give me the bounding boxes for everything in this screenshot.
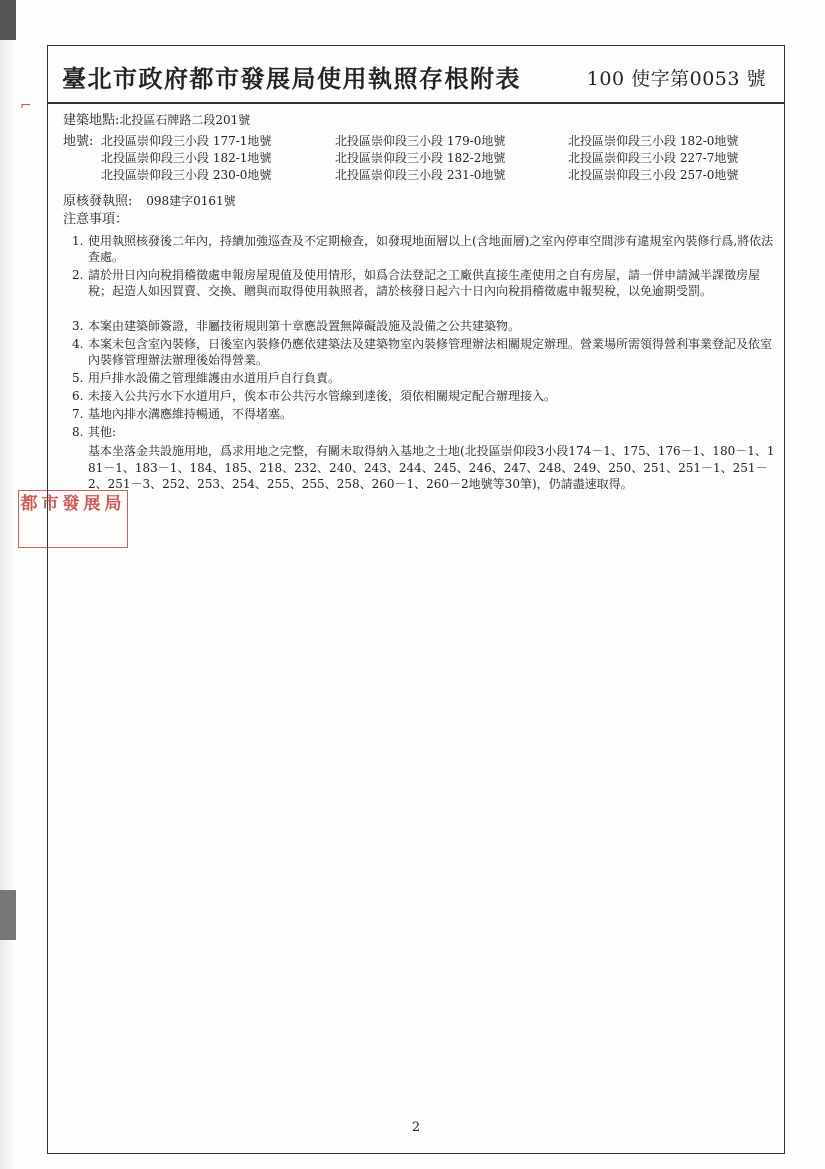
page-number: 2 <box>411 1120 421 1135</box>
note-number: 4. <box>72 337 84 351</box>
note-number: 8. <box>72 425 84 439</box>
note-number: 1. <box>72 234 84 248</box>
notes-title: 注意事項： <box>63 212 129 227</box>
lot-number: 北投區崇仰段三小段 230-0地號 <box>101 168 272 182</box>
note-item <box>72 389 774 405</box>
note-text: 基地內排水溝應維持暢通，不得堵塞。 <box>88 407 293 421</box>
scan-edge <box>0 0 14 1169</box>
note-text: 未接入公共污水下水道用戶，俟本市公共污水管線到達後，須依相關規定配合辦理接入。 <box>88 389 557 403</box>
site-address-row <box>63 113 250 128</box>
site-address-value: 北投區石牌路二段201號 <box>119 113 251 127</box>
original-permit-row <box>63 194 236 209</box>
lot-number: 北投區崇仰段三小段 177-1地號 <box>101 134 272 148</box>
note-text: 本案由建築師簽證，非屬技術規則第十章應設置無障礙設施及設備之公共建築物。 <box>88 319 521 333</box>
document-body <box>48 104 784 1153</box>
correction-mark: ⌐ <box>20 98 32 114</box>
note-number: 5. <box>72 371 84 385</box>
lot-number: 北投區崇仰段三小段 257-0地號 <box>568 168 739 182</box>
lot-number: 北投區崇仰段三小段 182-0地號 <box>568 134 739 148</box>
lot-number: 北投區崇仰段三小段 227-7地號 <box>568 151 739 165</box>
scan-mark <box>0 0 16 40</box>
site-address-label: 建築地點: <box>63 113 120 128</box>
note-item <box>72 319 774 335</box>
stamp-text: 都市發展局 <box>20 494 126 514</box>
lot-label: 地號: <box>63 134 94 149</box>
document-title: 臺北市政府都市發展局使用執照存根附表 <box>62 64 521 93</box>
official-seal-stamp <box>18 490 128 548</box>
original-permit-value: 098建字0161號 <box>146 194 236 208</box>
note-number: 6. <box>72 389 84 403</box>
note-number: 3. <box>72 319 84 333</box>
note-text: 用戶排水設備之管理維護由水道用戶自行負責。 <box>88 371 341 385</box>
lot-number: 北投區崇仰段三小段 179-0地號 <box>335 134 506 148</box>
note-number: 2. <box>72 268 84 282</box>
note-item <box>72 337 774 368</box>
note-text: 其他: <box>88 425 117 439</box>
scan-mark <box>0 890 16 940</box>
document-frame <box>47 45 785 1154</box>
lot-number: 北投區崇仰段三小段 231-0地號 <box>335 168 506 182</box>
other-notes-text: 基本坐落金共設施用地，爲求用地之完整，有關未取得納入基地之土地(北投區崇仰段3小段174－1、175、176－1、180－1、181－1、183－1、184、185、218、232、240、243、244、245、246、247、248、249、250、251、251－1、251－2、251－3、252、253、254、255、255、258、260－1、260－2地號等30筆)，仍請盡速取得。 <box>88 444 775 491</box>
note-text: 使用執照核發後二年內，持續加強巡查及不定期檢查，如發現地面層以上(含地面層)之室內停車空間涉有違規室內裝修行爲,將依法查處。 <box>88 234 774 264</box>
lot-number: 北投區崇仰段三小段 182-1地號 <box>101 151 272 165</box>
title-bar <box>48 46 784 104</box>
permit-number: 100 使字第0053 號 <box>586 68 766 90</box>
lot-number: 北投區崇仰段三小段 182-2地號 <box>335 151 506 165</box>
note-text: 本案未包含室內裝修，日後室內裝修仍應依建築法及建築物室內裝修管理辦法相關規定辦理。營業場所需領得營利事業登記及依室內裝修管理辦法辦理後始得營業。 <box>88 337 773 367</box>
note-item <box>72 268 774 299</box>
note-item <box>72 371 774 387</box>
original-permit-label: 原核發執照: <box>63 194 133 209</box>
note-number: 7. <box>72 407 84 421</box>
note-item <box>72 407 774 423</box>
note-text: 請於卅日內向稅捐稽徵處申報房屋現值及使用情形，如爲合法登記之工廠供直接生產使用之自有房屋，請一併申請減半課徵房屋稅；起造人如因買賣、交換、贈與而取得使用執照者，請於核發日起六十日內向稅捐稽徵處申報契稅，以免逾期受罰。 <box>88 268 761 298</box>
note-item <box>72 234 774 265</box>
note-item <box>72 425 774 441</box>
